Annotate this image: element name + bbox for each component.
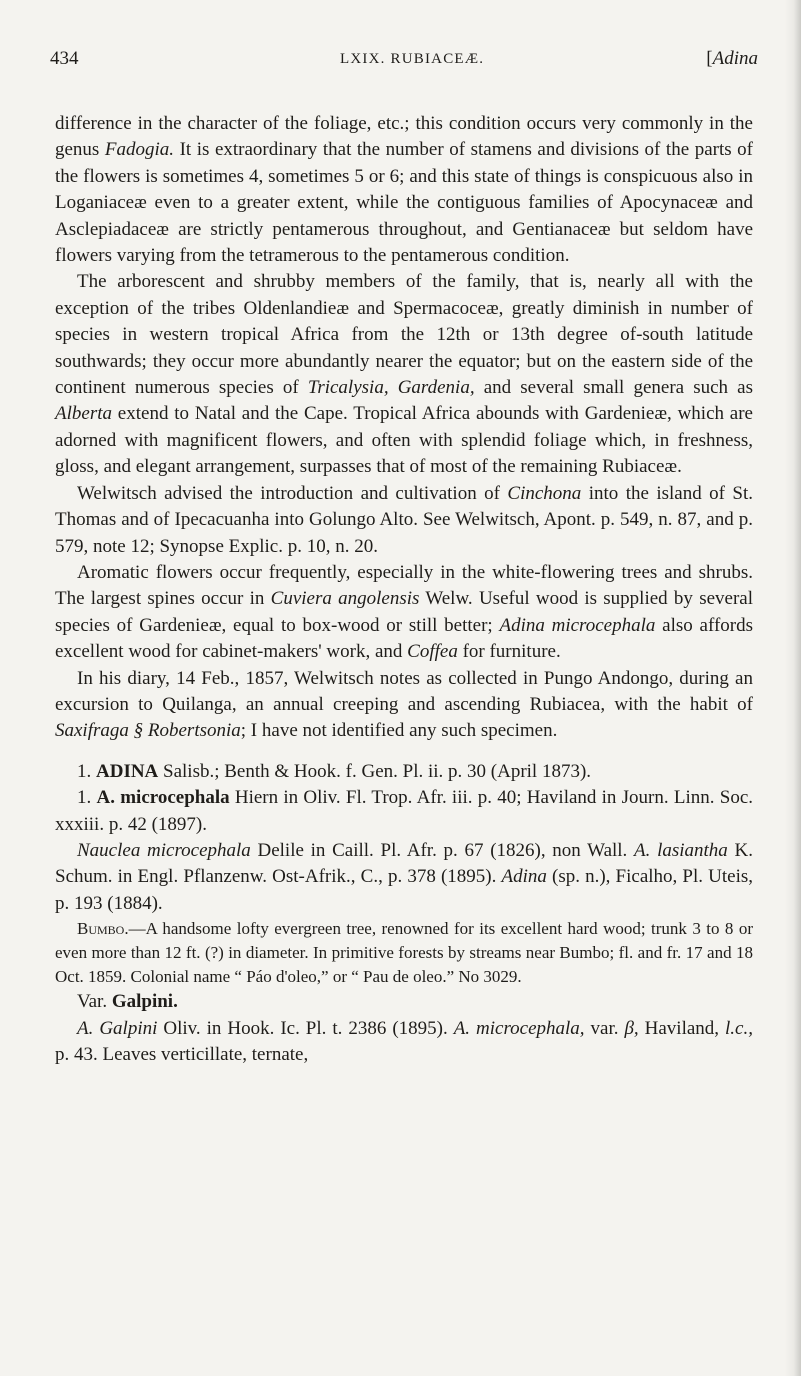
- synonym-italic-1: Nauclea microcephala: [77, 839, 251, 861]
- genus-heading: ADINA: [96, 760, 159, 782]
- paragraph-4: [55, 560, 753, 666]
- page-number: 434: [50, 48, 79, 69]
- p4-italic-3: Coffea: [407, 641, 458, 663]
- genus-bracket: [: [706, 48, 713, 69]
- p2-text-3: extend to Natal and the Cape. Tropical Africa abounds with Gardenieæ, which are adorned with magnificent flowers, and often with splendid foliage which, in freshness, gloss, and elegant arrangement, surpasses that of most of the remaining Rubiaceæ.: [55, 403, 753, 478]
- p4-italic-1: Cuviera angolensis: [270, 588, 420, 610]
- synonym-text-1: Delile in Caill. Pl. Afr. p. 67 (1826), non Wall.: [250, 839, 635, 861]
- locality-note: [55, 917, 753, 989]
- paragraph-2: [55, 269, 753, 480]
- variety-ref-italic-2: A. microcephala,: [453, 1017, 585, 1039]
- p3-text-1: Welwitsch advised the introduction and cultivation of: [77, 482, 508, 504]
- variety-heading: [55, 989, 753, 1015]
- variety-ref-text-2: var.: [584, 1017, 625, 1039]
- running-genus: [706, 48, 758, 70]
- p5-text-2: ; I have not identified any such specimen.: [240, 720, 558, 742]
- species-citation: Hiern in Oliv. Fl. Trop. Afr. iii. p. 40; Haviland in Journ. Linn. Soc. xxxiii. p. 42 (1897).: [55, 787, 753, 835]
- p4-text-1: Aromatic flowers occur frequently, especially in the white-flowering trees and shrubs. The largest spines occur in: [55, 561, 753, 610]
- p5-italic-1: Saxifraga § Robertsonia: [55, 720, 241, 742]
- p5-text-1: In his diary, 14 Feb., 1857, Welwitsch notes as collected in Pungo Andongo, during an excursion to Quilanga, an annual creeping and ascending Rubiacea, with the habit of: [55, 667, 753, 715]
- genus-name: Adina: [712, 48, 758, 69]
- variety-ref-italic-4: l.c.,: [725, 1017, 753, 1039]
- genus-number: 1.: [77, 760, 96, 782]
- synonyms: [55, 838, 753, 917]
- p3-text-2: into the island of St. Thomas and of Ipecacuanha into Golungo Alto. See Welwitsch, Apont. p. 549, n. 87, and p. 579, note 12; Synopse Explic. p. 10, n. 20.: [55, 482, 754, 557]
- p4-text-2: Welw. Useful wood is supplied by several species of Gardenieæ, equal to box-wood or still better;: [55, 588, 753, 636]
- running-title: LXIX. RUBIACEÆ.: [340, 51, 485, 67]
- p1-text-1: difference in the character of the foliage, etc.; this condition occurs very commonly in the genus: [55, 113, 753, 161]
- variety-ref-italic-1: A. Galpini: [77, 1017, 158, 1039]
- synonym-text-3: (sp. n.), Ficalho, Pl. Uteis, p. 193 (1884).: [55, 866, 753, 914]
- variety-name: Galpini.: [111, 991, 178, 1013]
- synonym-italic-3: Adina: [501, 866, 547, 888]
- section-gap: [55, 745, 753, 759]
- p2-text-2: and several small genera such as: [474, 377, 753, 399]
- p2-italic-1: Tricalysia, Gardenia,: [307, 377, 475, 399]
- p2-text-1: The arborescent and shrubby members of the family, that is, nearly all with the exception of the tribes Oldenlandieæ and Spermacoceæ, greatly diminish in number of species in western tropical Africa from the 12th or 13th degree of-south latitude southwards; they occur more abundantly nearer the equator; but on the eastern side of the continent numerous species of: [55, 271, 753, 399]
- p1-italic-1: Fadogia.: [104, 139, 175, 161]
- genus-entry: [55, 759, 753, 785]
- variety-ref-italic-3: β,: [624, 1017, 639, 1039]
- body-text: [55, 111, 753, 1068]
- p4-text-4: for furniture.: [457, 641, 561, 663]
- running-header: [0, 48, 801, 80]
- page-edge-shadow: [785, 0, 801, 1376]
- variety-ref-text-3: Haviland,: [638, 1017, 726, 1039]
- species-heading: A. microcephala: [96, 787, 230, 809]
- variety-reference: [55, 1016, 753, 1069]
- synonym-italic-2: A. lasiantha: [634, 839, 728, 861]
- p3-italic-1: Cinchona: [507, 482, 582, 504]
- synonym-text-2: K. Schum. in Engl. Pflanzenw. Ost-Afrik., C., p. 378 (1895).: [55, 839, 753, 888]
- variety-ref-text-1: Oliv. in Hook. Ic. Pl. t. 2386 (1895).: [157, 1017, 454, 1039]
- locality-text: —A handsome lofty evergreen tree, renowned for its excellent hard wood; trunk 3 to 8 or even more than 12 ft. (?) in diameter. In primitive forests by streams near Bumbo; fl. and fr. 17 and 18 Oct. 1859. Colonial name “ Páo d'oleo,” or “ Pau de oleo.” No 3029.: [55, 919, 753, 987]
- variety-ref-text-4: p. 43. Leaves verticillate, ternate,: [55, 1044, 309, 1065]
- variety-label: Var.: [77, 991, 112, 1013]
- locality-place: Bumbo.: [77, 919, 129, 939]
- p1-text-2: It is extraordinary that the number of stamens and divisions of the parts of the flowers is sometimes 4, sometimes 5 or 6; and this state of things is conspicuous also in Loganiaceæ even to a greater extent, while the contiguous families of Apocynaceæ and Asclepiadaceæ are strictly pentamerous throughout, and Gentianaceæ but seldom have flowers varying from the tetramerous to the pentamerous condition.: [55, 139, 754, 267]
- paragraph-5: [55, 666, 753, 745]
- genus-citation: Salisb.; Benth & Hook. f. Gen. Pl. ii. p. 30 (April 1873).: [158, 760, 592, 782]
- paragraph-3: [55, 481, 753, 560]
- p2-italic-2: Alberta: [55, 403, 112, 425]
- species-entry: [55, 785, 753, 838]
- paragraph-1: [55, 111, 753, 269]
- p4-text-3: also affords excellent wood for cabinet-makers' work, and: [55, 614, 753, 663]
- species-number: 1.: [77, 787, 97, 809]
- p4-italic-2: Adina microcephala: [499, 614, 656, 636]
